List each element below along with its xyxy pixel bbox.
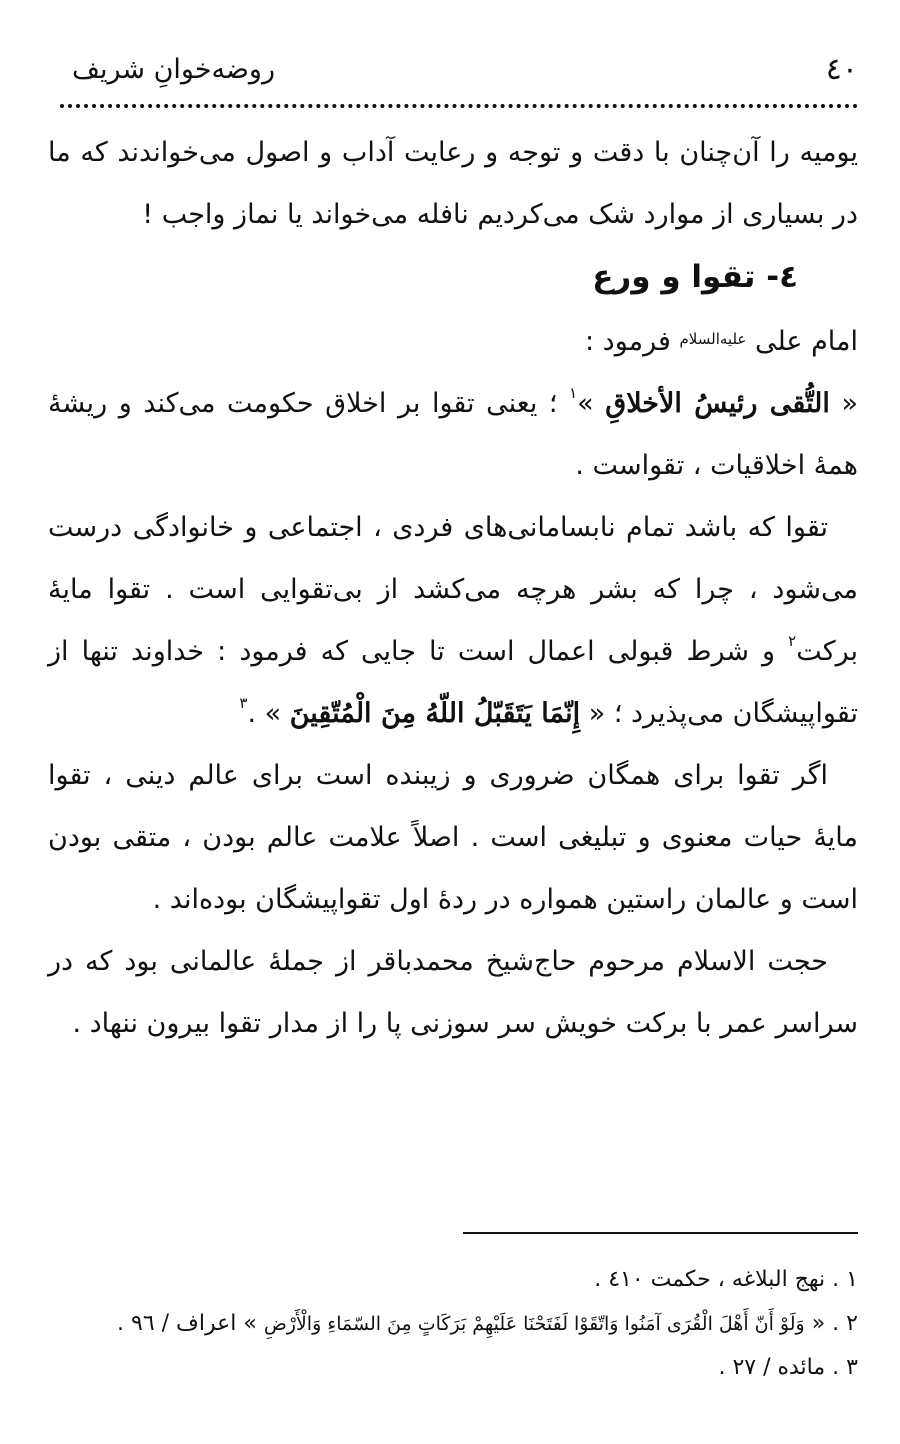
book-page xyxy=(48,0,858,1444)
page-header xyxy=(48,44,858,94)
footnote-2-source: » اعراف / ٩٦ . xyxy=(117,1311,257,1336)
quranic-verse: إِنّمَا يَتَقَبّلُ اللّهُ مِنَ الْمُتّقِينَ xyxy=(289,698,581,729)
section-heading: ٤- تقوا و ورع xyxy=(592,259,798,295)
footnotes xyxy=(48,1258,858,1390)
footnote-3 xyxy=(48,1346,858,1390)
verse-close-mark: » . xyxy=(247,698,282,729)
footnote-ref-2[interactable]: ٢ xyxy=(788,632,797,650)
arabic-quote: التُّقی رئیسُ الأخلاقِ xyxy=(605,388,830,419)
quote-intro-before: امام علی xyxy=(754,326,858,357)
quote-intro xyxy=(48,308,858,373)
quote-close-mark: » xyxy=(577,388,594,419)
footnote-1-text: نهج البلاغه ، حکمت ٤١٠ . xyxy=(594,1267,826,1292)
quote-paragraph xyxy=(48,373,858,497)
page-number: ٤٠ xyxy=(825,51,858,87)
quote-intro-after: فرمود : xyxy=(585,326,671,357)
footnote-2-verse: وَلَوْ أَنّ أَهْلَ الْقُرَى آمَنُوا وَاتّقَوْا لَفَتَحْنَا عَلَيْهِمْ بَرَكَاتٍ مِنَ السّمَاءِ وَالْأَرْضِ xyxy=(263,1313,805,1335)
footnote-2-number: ٢ . xyxy=(832,1311,858,1336)
paragraph-5: حجت الاسلام مرحوم حاج‌شیخ محمدباقر از جملهٔ عالمانی بود که در سراسر عمر با برکت خویش سر سوزنی پا را از مدار تقوا بیرون ننهاد . xyxy=(48,946,858,1039)
footnote-ref-3[interactable]: ٣ xyxy=(239,694,248,712)
footnote-2 xyxy=(48,1302,858,1346)
running-title: روضه‌خوانِ شریف xyxy=(72,53,276,85)
verse-open-mark: « xyxy=(588,698,606,729)
paragraph-3-part-2: و شرط قبولی اعمال است تا جایی که فرمود : خداوند تنها از تقواپیشگان می‌پذیرد ؛ xyxy=(48,636,858,729)
footnote-1-number: ١ . xyxy=(832,1267,858,1292)
honorific-glyph: علیه‌السلام xyxy=(679,330,747,348)
paragraph-1: یومیه را آن‌چنان با دقت و توجه و رعایت آداب و اصول می‌خواندند که ما در بسیاری از موارد شک می‌کردیم نافله می‌خواند یا نماز واجب ! xyxy=(48,137,858,230)
quote-open-mark: « xyxy=(841,388,858,419)
footnote-3-text: مائده / ٢٧ . xyxy=(718,1355,826,1380)
paragraph-3-part-1: تقوا که باشد تمام نابسامانی‌های فردی ، اجتماعی و خانوادگی درست می‌شود ، چرا که بشر هرچه می‌کشد از بی‌تقوایی است . تقوا مایهٔ برکت xyxy=(48,512,858,667)
paragraph-4: اگر تقوا برای همگان ضروری و زیبنده است برای عالم دینی ، تقوا مایهٔ حیات معنوی و تبلیغی است . اصلاً علامت عالم بودن ، متقی بودن است و عالمان راستین همواره در ردهٔ اول تقواپیشگان بوده‌اند . xyxy=(48,760,858,915)
header-dotted-rule xyxy=(60,104,858,108)
footnote-separator xyxy=(463,1232,858,1234)
footnote-2-open: « xyxy=(811,1311,826,1336)
quote-explanation: ؛ یعنی تقوا بر اخلاق حکومت می‌کند و ریشهٔ همهٔ اخلاقیات ، تقواست . xyxy=(48,388,858,481)
main-text xyxy=(48,122,858,1055)
footnote-ref-1[interactable]: ١ xyxy=(569,384,578,402)
paragraph-3 xyxy=(48,497,858,745)
footnote-1 xyxy=(48,1258,858,1302)
footnote-3-number: ٣ . xyxy=(832,1355,858,1380)
